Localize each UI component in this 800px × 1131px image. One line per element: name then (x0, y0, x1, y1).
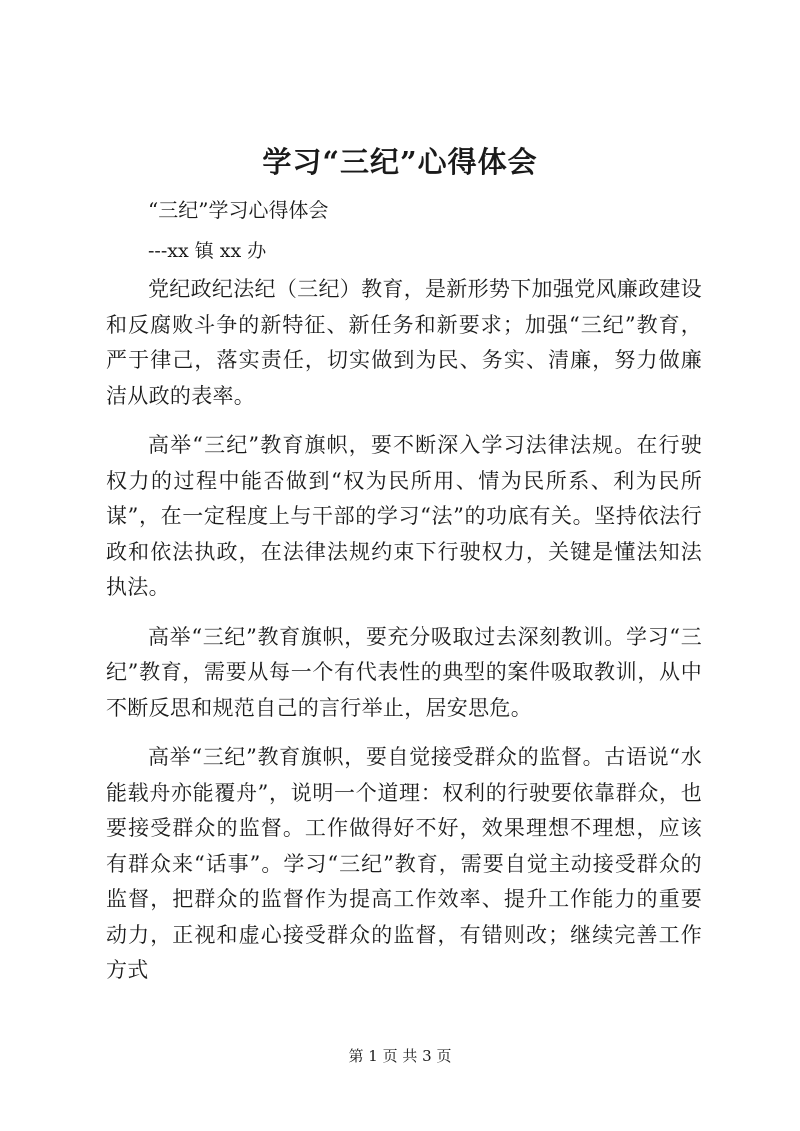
document-body (106, 272, 702, 989)
document-byline: ---xx 镇 xx 办 (148, 240, 267, 262)
document-subtitle: “三纪”学习心得体会 (148, 198, 329, 222)
document-title: 学习“三纪”心得体会 (262, 145, 538, 179)
paragraph: 高举“三纪”教育旗帜，要不断深入学习法律法规。在行驶权力的过程中能否做到“权为民所用、情为民所系、利为民所谋”，在一定程度上与干部的学习“法”的功底有关。坚持依法行政和依法执政，在法律法规约束下行驶权力，关键是懂法知法执法。 (106, 433, 702, 599)
paragraph: 党纪政纪法纪（三纪）教育，是新形势下加强党风廉政建设和反腐败斗争的新特征、新任务和新要求；加强“三纪”教育，严于律己，落实责任，切实做到为民、务实、清廉，努力做廉洁从政的表率。 (106, 277, 702, 408)
paragraph: 高举“三纪”教育旗帜，要充分吸取过去深刻教训。学习“三纪”教育，需要从每一个有代表性的典型的案件吸取教训，从中不断反思和规范自己的言行举止，居安思危。 (106, 624, 702, 720)
page-number-footer: 第 1 页 共 3 页 (348, 1047, 452, 1065)
paragraph: 高举“三纪”教育旗帜，要自觉接受群众的监督。古语说“水能载舟亦能覆舟”，说明一个道理：权利的行驶要依靠群众，也要接受群众的监督。工作做得好不好，效果理想不理想，应该有群众来“话事”。学习“三纪”教育，需要自觉主动接受群众的监督，把群众的监督作为提高工作效率、提升工作能力的重要动力，正视和虚心接受群众的监督，有错则改；继续完善工作方式 (106, 745, 702, 982)
